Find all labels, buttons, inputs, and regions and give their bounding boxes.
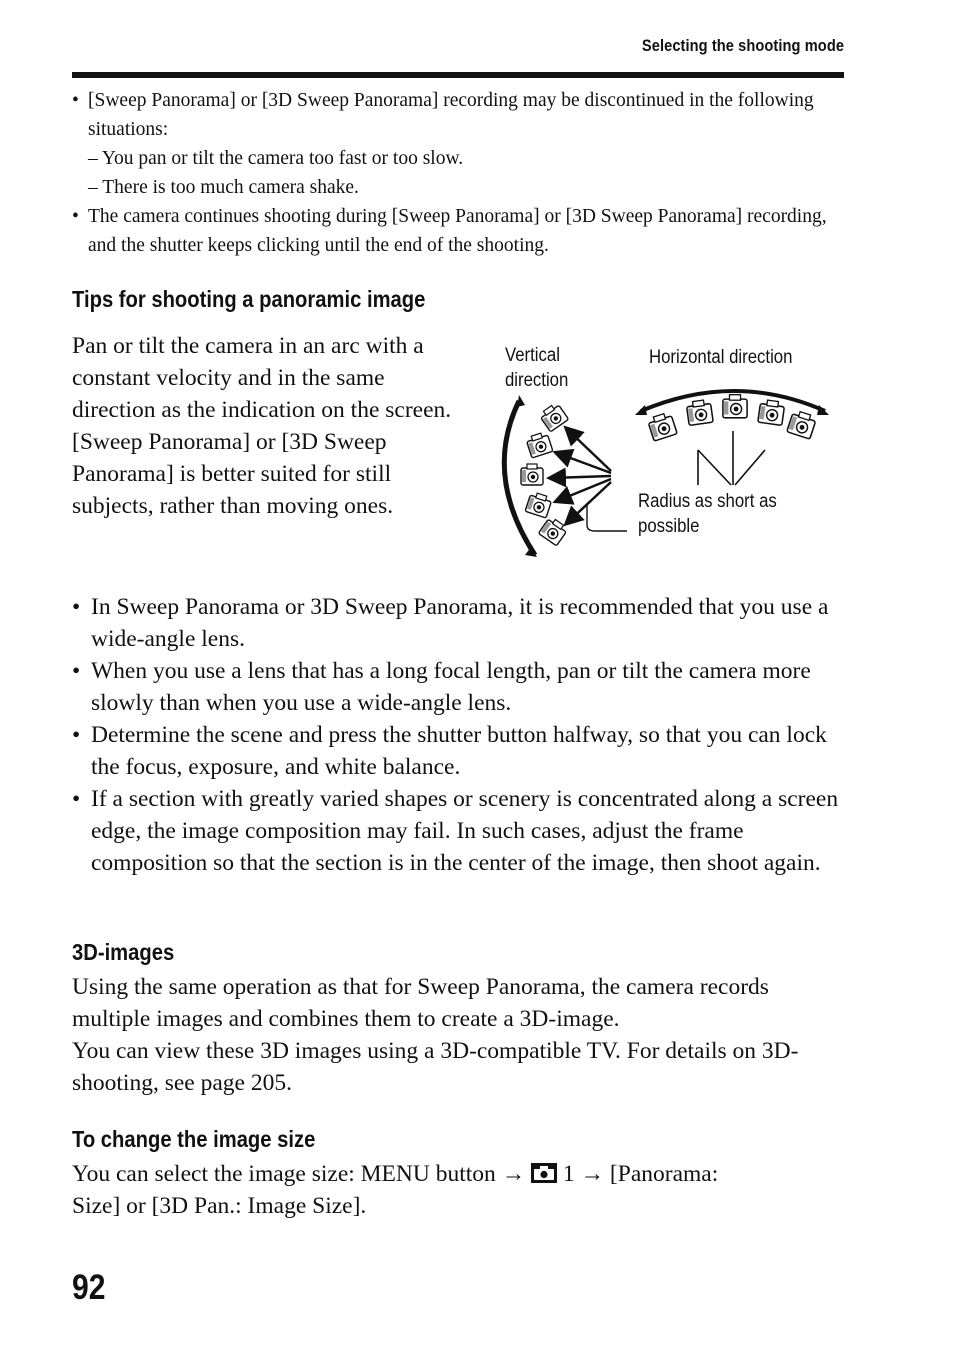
horizontal-label: Horizontal direction — [649, 345, 793, 368]
vertical-label-1: Vertical — [505, 343, 560, 366]
imagesize-text: You can select the image size: MENU button — [72, 1161, 496, 1187]
horizontal-radius-lines — [698, 431, 765, 485]
header-title: Selecting the shooting mode — [641, 36, 844, 55]
images3d-paragraph — [72, 971, 852, 1099]
panorama-direction-figure — [495, 335, 835, 565]
menu-tab-number: 1 — [562, 1161, 575, 1187]
tips-line: direction as the indication on the screen. — [72, 397, 452, 423]
tips-paragraph — [72, 330, 502, 522]
tip-bullet: • When you use a lens that has a long focal length, pan or tilt the camera more slowly than when you use a wide-angle lens. — [72, 655, 852, 719]
notes-list — [72, 86, 852, 260]
page-header — [72, 36, 844, 78]
vertical-label-2: direction — [505, 368, 569, 391]
tips-line: constant velocity and in the same — [72, 365, 385, 391]
page-number: 92 — [72, 1268, 106, 1307]
radius-label-1: Radius as short as — [638, 489, 777, 512]
images3d-text: You can view these 3D images using a 3D-compatible TV. For details on 3D-shooting, see page 205. — [72, 1038, 799, 1096]
note-item: • [Sweep Panorama] or [3D Sweep Panorama] recording may be discontinued in the following situations: — [72, 86, 852, 144]
tips-line: [Sweep Panorama] or [3D Sweep — [72, 429, 387, 455]
imagesize-heading: To change the image size — [72, 1126, 316, 1152]
imagesize-text: Size] or [3D Pan.: Image Size]. — [72, 1193, 367, 1219]
note-subitem: – You pan or tilt the camera too fast or too slow. — [88, 148, 464, 169]
tip-bullet: • If a section with greatly varied shapes or scenery is concentrated along a screen edge, the image composition may fail. In such cases, adjust the frame composition so that the section is in the center of the image, then shoot again. — [72, 783, 852, 879]
tip-bullet: • In Sweep Panorama or 3D Sweep Panorama, it is recommended that you use a wide-angle lens. — [72, 591, 852, 655]
tips-bullets — [72, 591, 852, 879]
camera-icon — [531, 1163, 557, 1183]
tips-heading: Tips for shooting a panoramic image — [72, 286, 426, 312]
imagesize-paragraph — [72, 1158, 852, 1222]
images3d-heading: 3D-images — [72, 939, 175, 965]
note-item: • The camera continues shooting during [Sweep Panorama] or [3D Sweep Panorama] recording, and the shutter keeps clicking until the end of the shooting. — [72, 202, 852, 260]
arrow-icon: → — [501, 1161, 526, 1187]
tips-line: subjects, rather than moving ones. — [72, 493, 394, 519]
vertical-radius-arrows — [551, 429, 611, 523]
tip-bullet: • Determine the scene and press the shutter button halfway, so that you can lock the focus, exposure, and white balance. — [72, 719, 852, 783]
vertical-cameras — [521, 402, 569, 546]
radius-label-2: possible — [638, 514, 700, 537]
tips-line: Pan or tilt the camera in an arc with a — [72, 333, 424, 359]
arrow-icon: → — [580, 1161, 605, 1187]
tips-line: Panorama] is better suited for still — [72, 461, 392, 487]
imagesize-text: [Panorama: — [609, 1161, 719, 1187]
images3d-text: Using the same operation as that for Sweep Panorama, the camera records multiple images and combines them to create a 3D-image. — [72, 974, 769, 1032]
note-subitem: – There is too much camera shake. — [88, 177, 359, 198]
